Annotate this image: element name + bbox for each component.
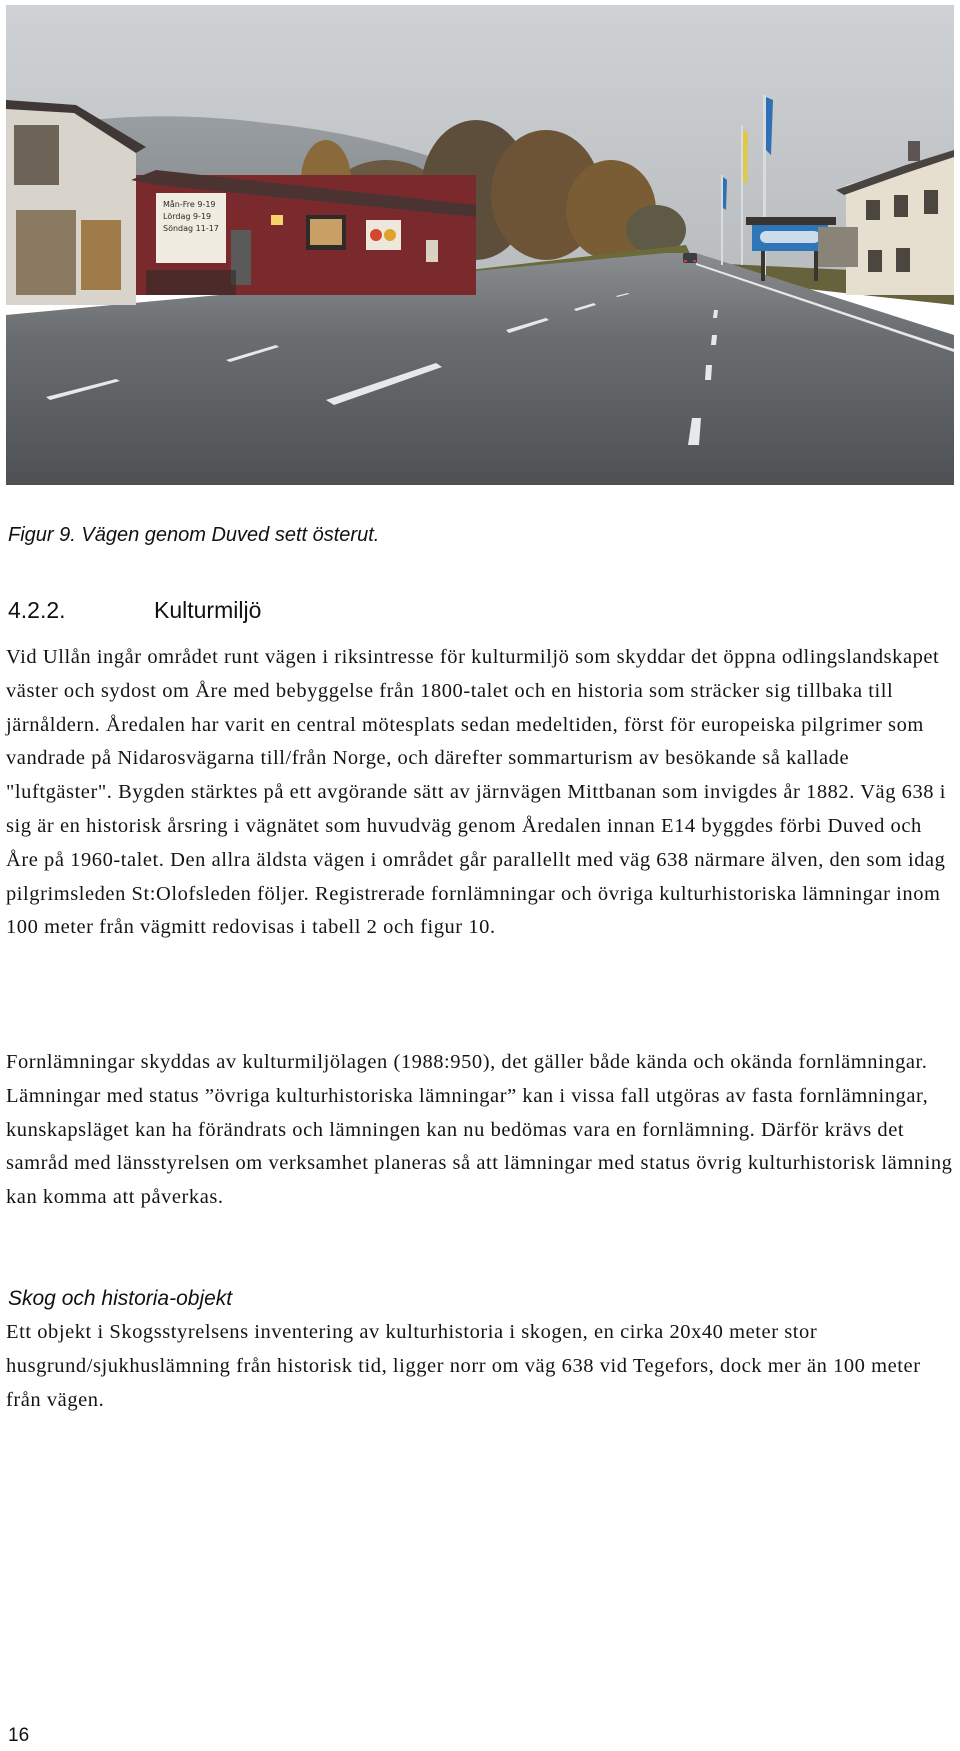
building-red [131, 170, 476, 295]
hours-sign-line2: Lördag 9-19 [163, 212, 212, 221]
paragraph-fornlamningar: Fornlämningar skyddas av kulturmiljölagen (1988:950), det gäller både kända och okända fornlämningar. Lämningar med status ”övriga kulturhistoriska lämningar” kan i vissa fall utgöras av fasta fornlämningar, kunskapsläget kan ha förändrats och lämningen kan nu bedömas vara en fornlämning. Därför krävs det samråd med länsstyrelsen om verksamhet planeras så att lämningar med status övrig kulturhistorisk lämning kan komma att påverkas. [6, 1051, 953, 1209]
subsection-heading: Skog och historia-objekt [8, 1287, 233, 1310]
page-number: 16 [8, 1725, 30, 1746]
section-title: Kulturmiljö [154, 597, 262, 623]
figure-photo [6, 5, 954, 485]
paragraph-skog-och-historia: Ett objekt i Skogsstyrelsens inventering av kulturhistoria i skogen, en cirka 20x40 meter stor husgrund/sjukhuslämning från historisk tid, ligger norr om väg 638 vid Tegefors, dock mer än 100 meter från vägen. [6, 1321, 921, 1411]
hours-sign-line3: Söndag 11-17 [163, 224, 219, 233]
street-photo [6, 5, 954, 485]
section-heading [8, 597, 261, 624]
paragraph-kulturmiljo: Vid Ullån ingår området runt vägen i riksintresse för kulturmiljö som skyddar det öppna odlingslandskapet väster och sydost om Åre med bebyggelse från 1800-talet och en historia som sträcker sig tillbaka till järnåldern. Åredalen har varit en central mötesplats sedan medeltiden, först för europeiska pilgrimer som vandrade på Nidarosvägarna till/från Norge, och därefter sommarturism av besökande så kallade "luftgäster". Bygden stärktes på ett avgörande sätt av järnvägen Mittbanan som invigdes år 1882. Väg 638 i sig är en historisk årsring i vägnätet som huvudväg genom Åredalen innan E14 byggdes förbi Duved och Åre på 1960-talet. Den allra äldsta vägen i området går parallellt med väg 638 närmare älven, den som idag pilgrimsleden St:Olofsleden följer. Registrerade fornlämningar och övriga kulturhistoriska lämningar inom 100 meter från vägmitt redovisas i tabell 2 och figur 10. [6, 646, 946, 939]
figure-caption: Figur 9. Vägen genom Duved sett österut. [8, 524, 380, 546]
hours-sign-line1: Mån-Fre 9-19 [163, 200, 216, 209]
section-number: 4.2.2. [8, 597, 66, 623]
distant-house [818, 227, 858, 267]
